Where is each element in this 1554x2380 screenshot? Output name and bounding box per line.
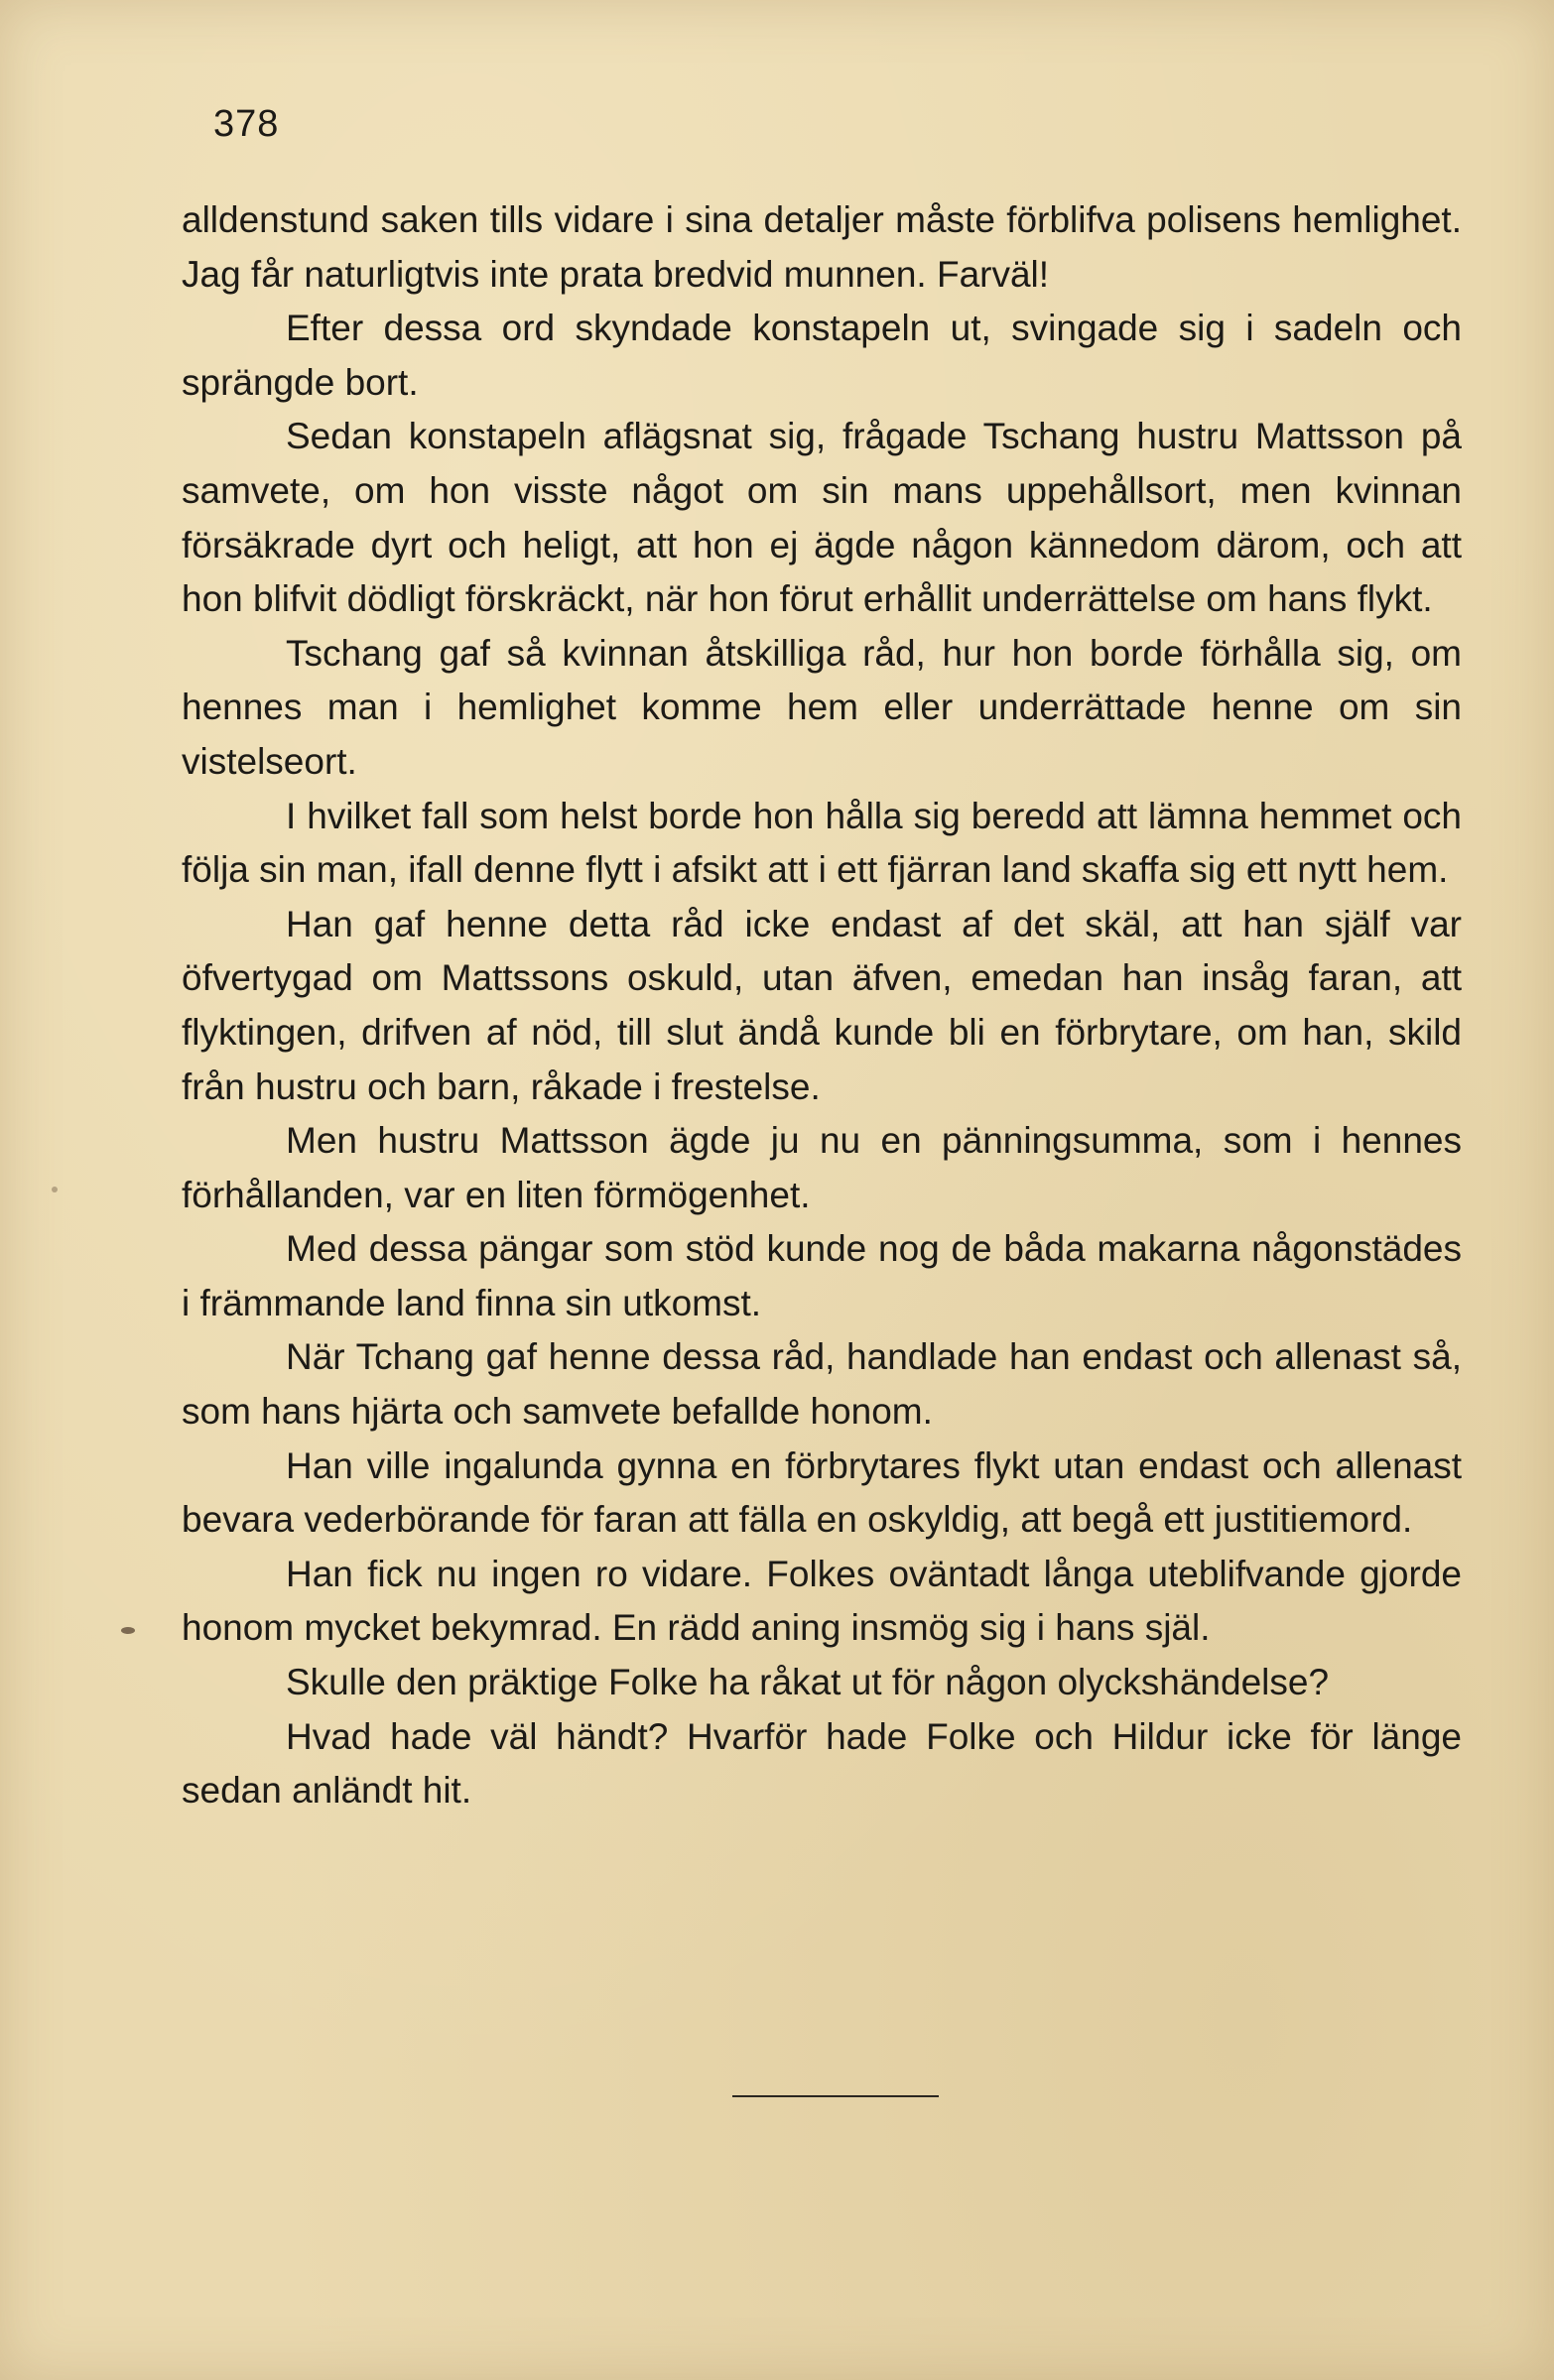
section-divider-rule bbox=[732, 2095, 939, 2097]
paragraph-8: Med dessa pängar som stöd kunde nog de båda makarna någonstädes i främmande land finna sin utkomst. bbox=[182, 1228, 1462, 1323]
body-text bbox=[182, 193, 1462, 1818]
paragraph-4: Tschang gaf så kvinnan åtskilliga råd, hur hon borde förhålla sig, om hennes man i hemlighet komme hem eller underrättade henne om sin vistelseort. bbox=[182, 632, 1462, 782]
paragraph-11: Han fick nu ingen ro vidare. Folkes oväntadt långa uteblifvande gjorde honom mycket bekymrad. En rädd aning insmög sig i hans själ. bbox=[182, 1553, 1462, 1649]
paragraph-2: Efter dessa ord skyndade konstapeln ut, svingade sig i sadeln och sprängde bort. bbox=[182, 308, 1462, 403]
page-number: 378 bbox=[213, 103, 280, 145]
paper-speck bbox=[121, 1627, 135, 1634]
paper-speck bbox=[52, 1187, 58, 1192]
paragraph-9: När Tchang gaf henne dessa råd, handlade han endast och allenast så, som hans hjärta och samvete befallde honom. bbox=[182, 1336, 1462, 1433]
paragraph-6: Han gaf henne detta råd icke endast af det skäl, att han själf var öfvertygad om Mattssons oskuld, utan äfven, emedan han insåg faran, att flyktingen, drifven af nöd, till slut ändå kunde bli en förbrytare, om han, skild från hustru och barn, råkade i frestelse. bbox=[182, 903, 1462, 1107]
paragraph-10: Han ville ingalunda gynna en förbrytares flykt utan endast och allenast bevara vederbörande för faran att fälla en oskyldig, att begå ett justitiemord. bbox=[182, 1444, 1462, 1541]
paragraph-3: Sedan konstapeln aflägsnat sig, frågade Tschang hustru Mattsson på samvete, om hon visste något om sin mans uppehållsort, men kvinnan försäkrade dyrt och heligt, att hon ej ägde någon kännedom därom, och att hon blifvit dödligt förskräckt, när hon förut erhållit underrättelse om hans flykt. bbox=[182, 416, 1462, 620]
paragraph-13: Hvad hade väl händt? Hvarför hade Folke och Hildur icke för länge sedan anländt hit. bbox=[182, 1715, 1462, 1812]
paragraph-12: Skulle den präktige Folke ha råkat ut för någon olyckshändelse? bbox=[286, 1662, 1330, 1703]
paragraph-1: alldenstund saken tills vidare i sina detaljer måste förblifva polisens hemlighet. Jag får naturligtvis inte prata bredvid munnen. Farväl! bbox=[182, 199, 1462, 295]
paragraph-7: Men hustru Mattsson ägde ju nu en pänningsumma, som i hennes förhållanden, var en liten förmögenhet. bbox=[182, 1120, 1462, 1215]
paragraph-5: I hvilket fall som helst borde hon hålla sig beredd att lämna hemmet och följa sin man, ifall denne flytt i afsikt att i ett fjärran land skaffa sig ett nytt hem. bbox=[182, 795, 1462, 891]
